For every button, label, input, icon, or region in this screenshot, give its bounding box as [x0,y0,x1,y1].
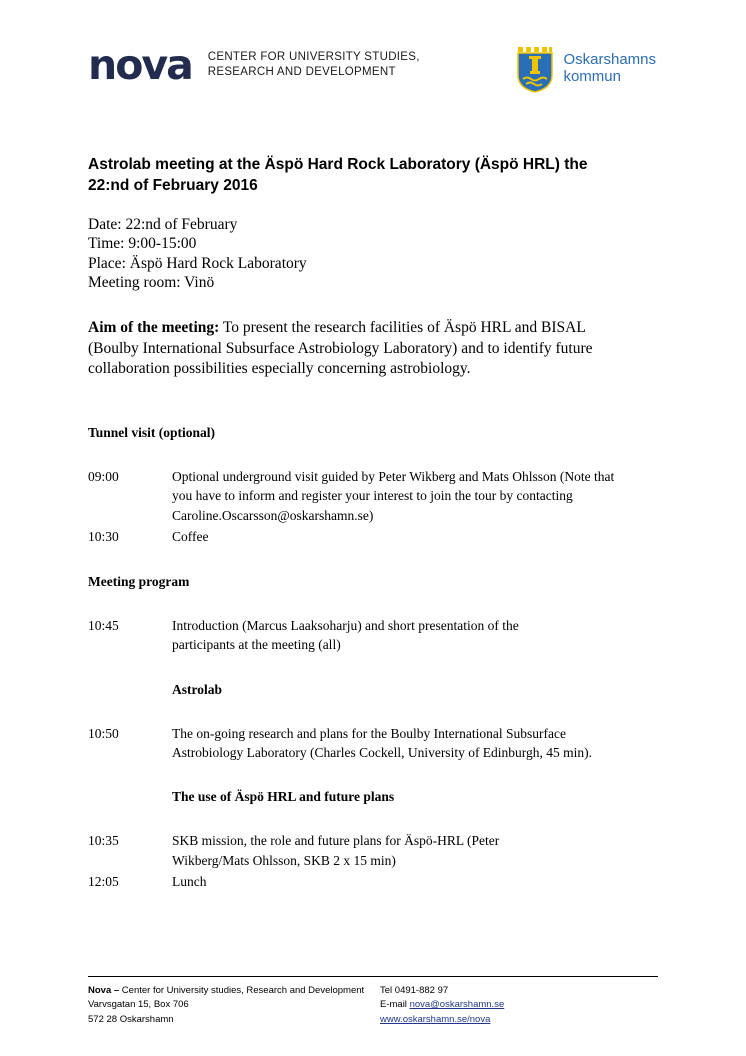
footer-org-name: Nova – [88,985,120,996]
aim-paragraph [88,318,606,380]
footer-email-line [380,998,504,1012]
meeting-meta [88,215,656,292]
schedule-row [88,872,656,891]
schedule-time: 09:00 [88,468,119,484]
footer-address-block [88,984,380,1027]
page-footer [88,976,658,1027]
nova-logo: nova [88,41,192,89]
schedule-description: The on-going research and plans for the Boulby International Subsurface Astrobiology Laboratory (Charles Cockell, University of Edinburgh, 45 min). [172,725,593,761]
footer-address-line1: Varvsgatan 15, Box 706 [88,999,189,1011]
meta-time: Time: 9:00-15:00 [88,235,197,253]
subsection-heading-aspo-hrl: The use of Äspö HRL and future plans [172,789,395,805]
nova-org-subtitle [208,46,420,80]
municipality-name [563,46,656,85]
schedule-row [88,467,656,525]
section-heading-tunnel-visit: Tunnel visit (optional) [88,424,216,440]
meta-place: Place: Äspö Hard Rock Laboratory [88,254,307,272]
municipality-name-line2: kommun [563,68,621,85]
footer-email-label: E-mail [380,999,410,1011]
meta-date: Date: 22:nd of February [88,216,238,233]
schedule-description: Optional underground visit guided by Peter Wikberg and Mats Ohlsson (Note that you have to inform and register your interest to join the tour by contacting Caroline.Oscarsson@oskarshamn.se) [172,468,615,523]
schedule-time: 10:30 [88,528,119,544]
schedule-description: Coffee [172,528,209,544]
schedule-time: 10:45 [88,618,119,634]
section-heading-meeting-program: Meeting program [88,574,190,590]
page-title: Astrolab meeting at the Äspö Hard Rock Laboratory (Äspö HRL) the 22:nd of February 2016 [88,156,588,194]
aim-label: Aim of the meeting: [88,319,220,337]
schedule-time: 10:35 [88,833,119,849]
municipality-brand [515,46,656,94]
email-link[interactable]: nova@oskarshamn.se [409,999,505,1011]
schedule-description: Introduction (Marcus Laaksoharju) and short presentation of the participants at the meeting (all) [172,618,519,653]
schedule-row [88,724,656,763]
schedule-time: 10:50 [88,725,119,741]
schedule-description: Lunch [172,873,207,889]
schedule-row [88,527,656,546]
schedule-description: SKB mission, the role and future plans for Äspö-HRL (Peter Wikberg/Mats Ohlsson, SKB 2 x 15 min) [172,833,500,868]
footer-org-line [88,984,380,998]
footer-address-line2: 572 28 Oskarshamn [88,1013,174,1025]
schedule-row [88,616,656,655]
aim-text: To present the research facilities of Äspö HRL and BISAL (Boulby International Subsurface Astrobiology Laboratory) and to identify future collaboration possibilities especially concerning astrobiology. [88,319,593,378]
meta-room: Meeting room: Vinö [88,273,215,291]
org-subtitle-line1: CENTER FOR UNIVERSITY STUDIES, [207,51,420,63]
nova-brand [88,41,420,89]
municipality-name-line1: Oskarshamns [563,51,656,68]
schedule-time: 12:05 [88,873,119,889]
footer-telephone: Tel 0491-882 97 [380,985,449,996]
subsection-heading-astrolab: Astrolab [172,681,223,697]
footer-org-description: Center for University studies, Research and Development [119,985,365,996]
footer-web-line [380,1013,504,1027]
footer-contact-block [380,984,504,1027]
page-header [88,0,656,94]
org-subtitle-line2: RESEARCH AND DEVELOPMENT [207,66,396,78]
schedule-row [88,831,656,870]
website-link[interactable]: www.oskarshamn.se/nova [380,1013,491,1025]
coat-of-arms-icon [515,46,555,94]
